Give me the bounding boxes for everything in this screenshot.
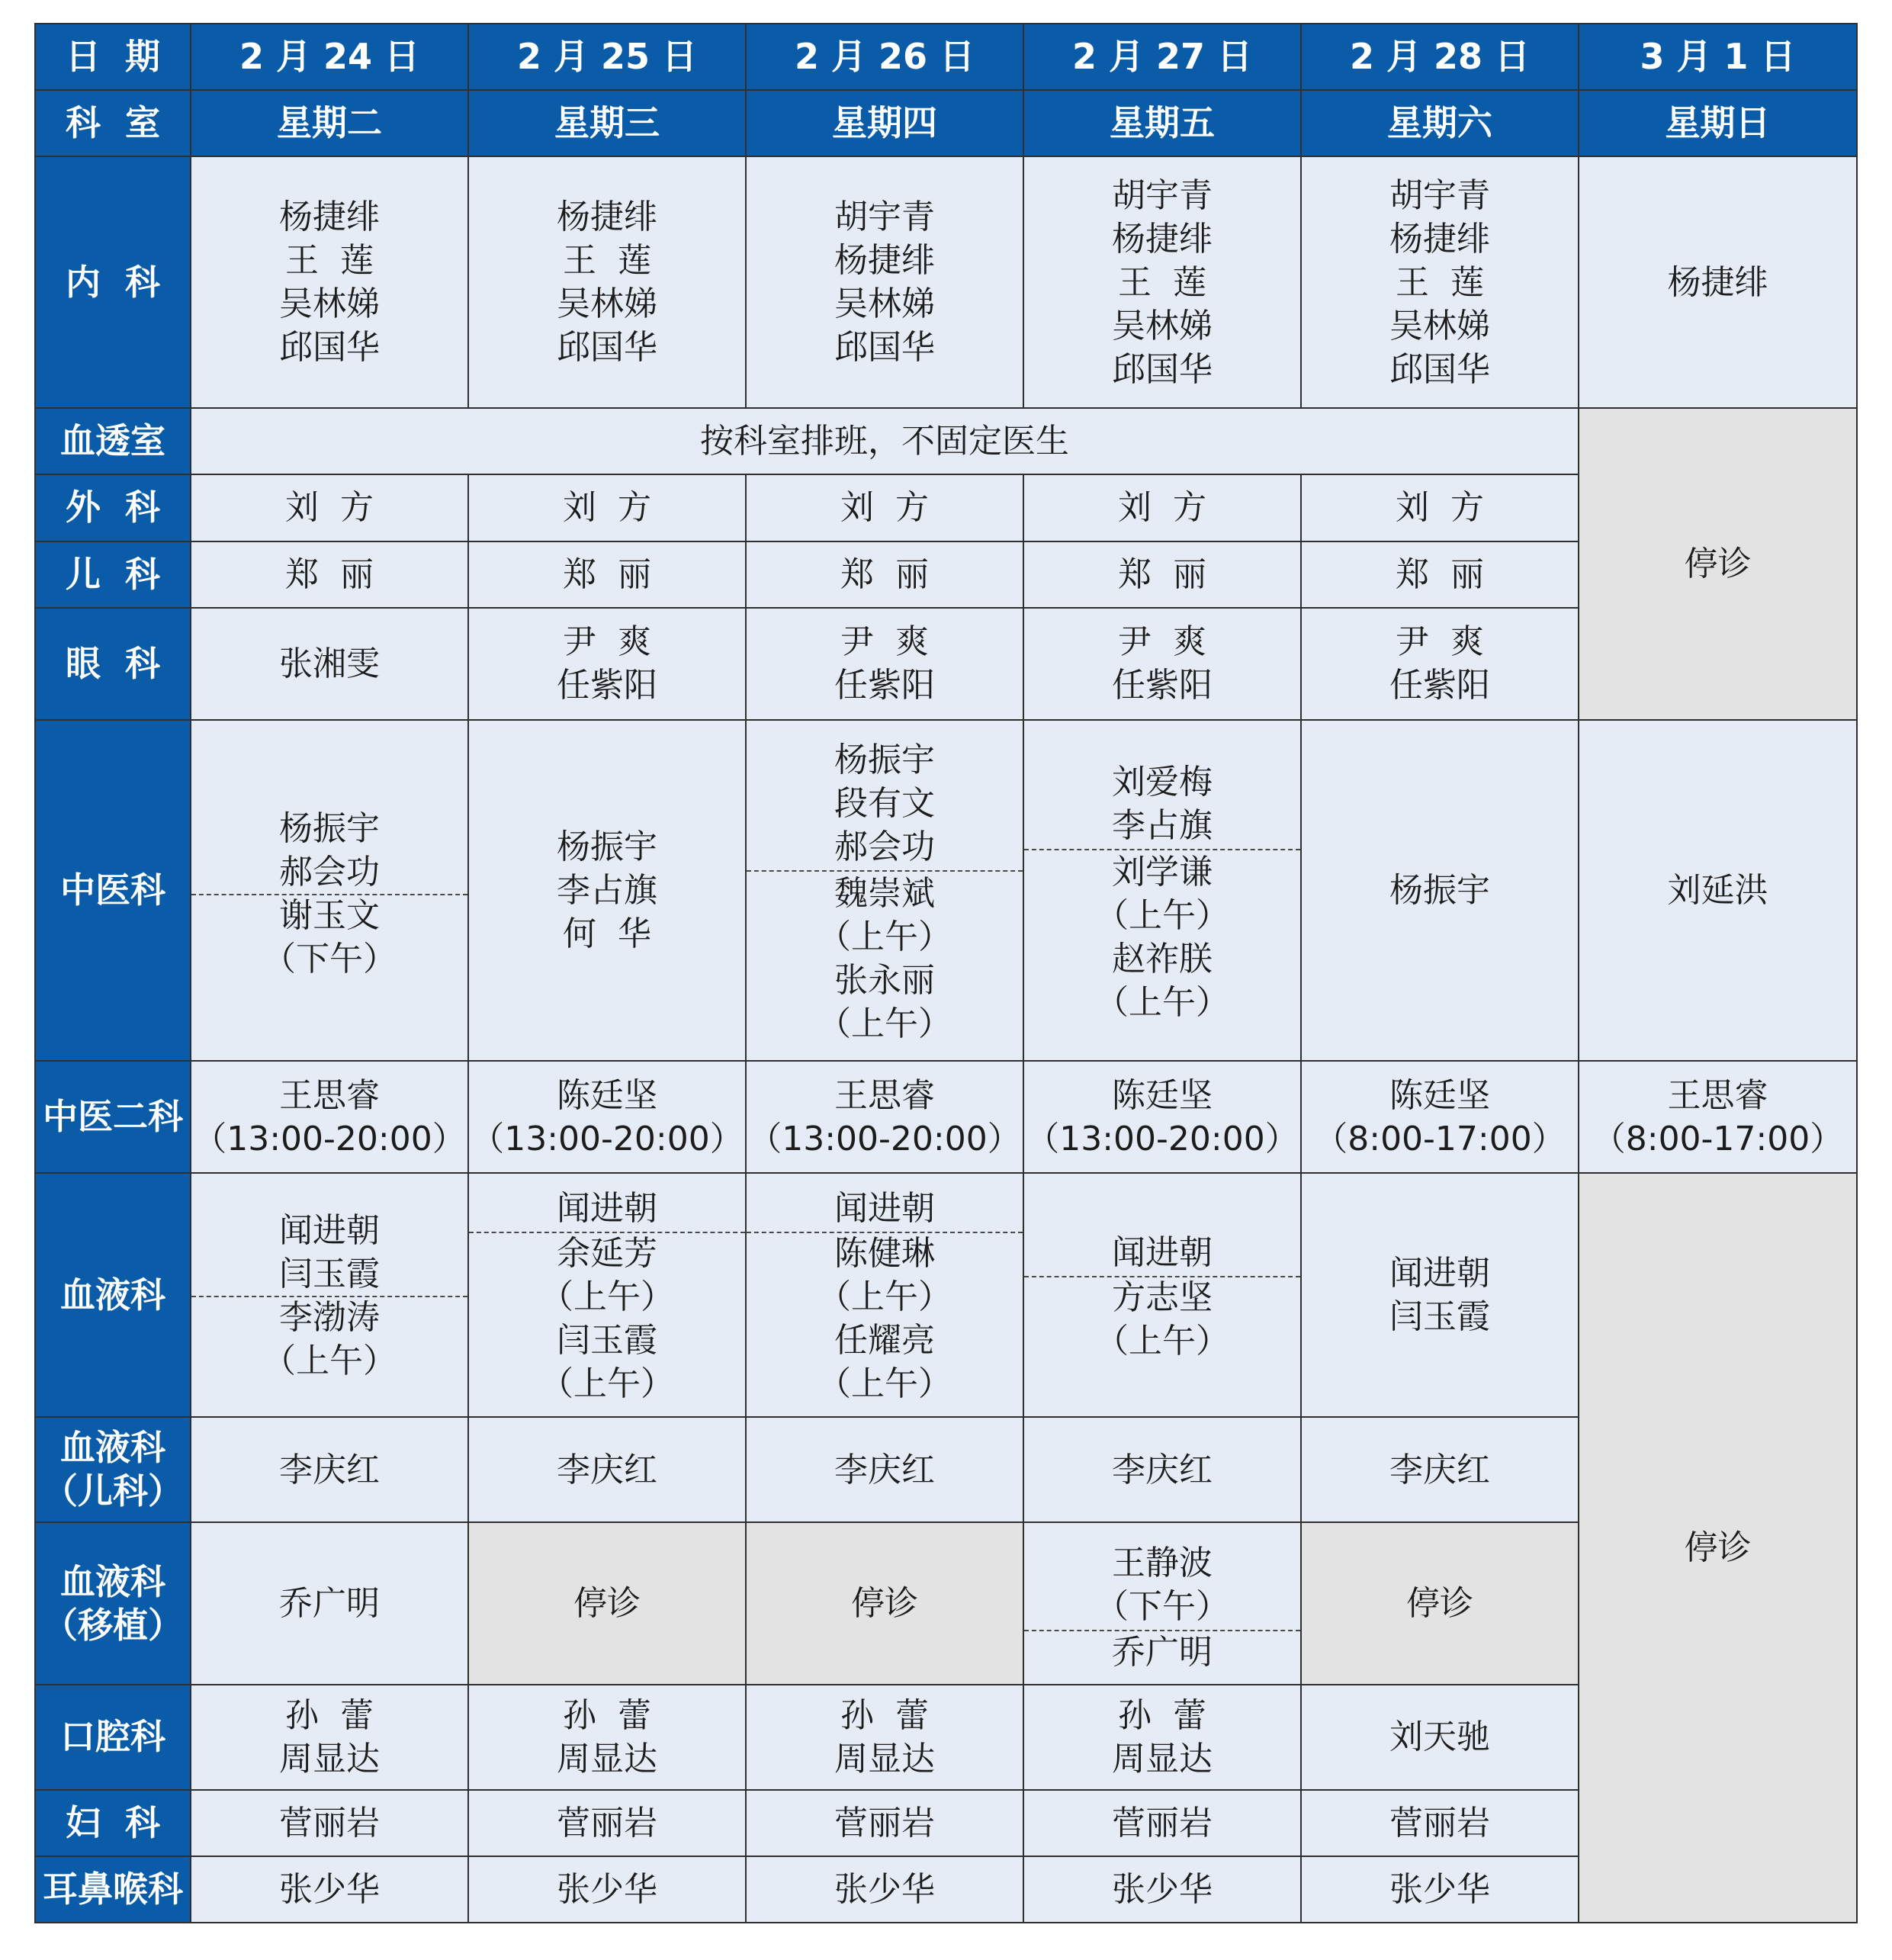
split-top [747, 1174, 1023, 1233]
cell-line: （移植） [43, 1604, 183, 1646]
schedule-cell: 张少华 [1023, 1856, 1301, 1923]
cell-line: （下午） [262, 940, 397, 979]
schedule-cell [1301, 608, 1579, 720]
date-header: 2 月 27 日 [1023, 24, 1301, 90]
cell-line: 邱国华 [557, 328, 657, 368]
cell-line: 吴林娣 [279, 284, 380, 324]
cell-line: 王 莲 [563, 241, 651, 281]
cell-line: 闫玉霞 [557, 1321, 657, 1361]
schedule-cell [1579, 156, 1857, 408]
weekday-header: 星期六 [1301, 90, 1579, 156]
schedule-cell: 刘 方 [1023, 474, 1301, 541]
cell-line: 任紫阳 [1389, 666, 1490, 705]
cell-line: 杨捷绯 [834, 241, 935, 281]
schedule-cell [191, 720, 468, 1061]
cell-line: 血液科 [60, 1560, 165, 1602]
cell-line: （13:00-20:00） [193, 1119, 466, 1158]
cell-line: 李占旗 [1112, 805, 1213, 845]
split-bottom [191, 891, 467, 1060]
split-top [469, 1174, 745, 1233]
dept-label: 眼 科 [35, 608, 191, 720]
schedule-cell [1023, 156, 1301, 408]
cell-line: 任耀亮 [834, 1321, 935, 1361]
schedule-cell: 菅丽岩 [746, 1790, 1023, 1856]
cell-line: 陈廷坚 [557, 1075, 657, 1115]
schedule-cell [1301, 156, 1579, 408]
schedule-cell [1579, 720, 1857, 1061]
schedule-cell: 菅丽岩 [468, 1790, 746, 1856]
cell-line: 尹 爽 [1396, 622, 1484, 662]
split-bottom [191, 1294, 467, 1416]
weekday-header: 星期三 [468, 90, 746, 156]
cell-line: （上午） [540, 1277, 674, 1317]
cell-line: 周显达 [557, 1739, 657, 1778]
weekday-header: 星期四 [746, 90, 1023, 156]
split-bottom [1024, 1273, 1300, 1416]
cell-line: 张湘雯 [279, 644, 380, 683]
cell-line: 杨捷绯 [279, 198, 380, 237]
row-zhongyi [35, 720, 1857, 1061]
closed-cell: 停诊 [1301, 1522, 1579, 1684]
closed-cell: 停诊 [468, 1522, 746, 1684]
cell-line: 杨振宇 [557, 827, 657, 866]
schedule-cell: 郑 丽 [746, 541, 1023, 608]
cell-line: （上午） [1095, 896, 1229, 936]
dept-label: 内 科 [35, 156, 191, 408]
schedule-cell [746, 1685, 1023, 1790]
split-bottom [1024, 1629, 1300, 1684]
date-row [35, 24, 1857, 90]
schedule-cell: 李庆红 [1301, 1417, 1579, 1522]
split-cell [469, 1174, 745, 1416]
schedule-cell [746, 156, 1023, 408]
row-neike [35, 156, 1857, 408]
split-cell [1024, 721, 1300, 1060]
cell-line: 杨捷绯 [1112, 219, 1213, 259]
cell-line: 郝会功 [834, 827, 935, 866]
schedule-cell [191, 1522, 468, 1684]
cell-line: 刘爱梅 [1112, 762, 1213, 802]
schedule-cell [746, 1061, 1023, 1173]
cell-line: 李渤涛 [279, 1298, 380, 1338]
cell-line: 王思睿 [1667, 1075, 1768, 1115]
schedule-cell: 刘 方 [1301, 474, 1579, 541]
schedule-cell [746, 720, 1023, 1061]
cell-line: 尹 爽 [1118, 622, 1206, 662]
cell-line: 邱国华 [834, 328, 935, 368]
schedule-cell [468, 1173, 746, 1417]
cell-line: 陈廷坚 [1389, 1075, 1490, 1115]
split-bottom [747, 1229, 1023, 1416]
schedule-cell: 刘 方 [468, 474, 746, 541]
schedule-cell: 菅丽岩 [1301, 1790, 1579, 1856]
cell-line: 邱国华 [1389, 349, 1490, 389]
schedule-cell [1023, 1061, 1301, 1173]
split-top [191, 721, 467, 895]
xuetou-note: 按科室排班，不固定医生 [191, 408, 1579, 474]
schedule-cell [1023, 1173, 1301, 1417]
split-cell [191, 1174, 467, 1416]
cell-line: 吴林娣 [1112, 306, 1213, 345]
cell-line: 王 莲 [285, 241, 374, 281]
cell-line: 段有文 [834, 783, 935, 823]
cell-line: 尹 爽 [840, 622, 929, 662]
cell-line: 王思睿 [279, 1075, 380, 1115]
cell-line: 尹 爽 [563, 622, 651, 662]
weekday-row [35, 90, 1857, 156]
cell-line: 周显达 [279, 1739, 380, 1778]
schedule-cell [1301, 720, 1579, 1061]
cell-line: 刘天驰 [1389, 1717, 1490, 1757]
cell-line: 方志坚 [1112, 1278, 1213, 1318]
cell-line: （下午） [1095, 1587, 1229, 1627]
cell-line: 邱国华 [1112, 349, 1213, 389]
cell-line: 乔广明 [1112, 1632, 1213, 1672]
cell-line: （上午） [1095, 1322, 1229, 1361]
split-top [191, 1174, 467, 1297]
cell-line: 杨振宇 [279, 808, 380, 848]
schedule-cell [1301, 1061, 1579, 1173]
cell-line: 王静波 [1112, 1544, 1213, 1583]
schedule-cell [746, 608, 1023, 720]
cell-line: 孙 蕾 [285, 1695, 374, 1735]
weekday-header: 星期日 [1579, 90, 1857, 156]
row-xueye [35, 1173, 1857, 1417]
cell-line: 赵祚朕 [1112, 940, 1213, 979]
schedule-cell: 李庆红 [746, 1417, 1023, 1522]
schedule-cell [468, 608, 746, 720]
schedule-cell: 李庆红 [191, 1417, 468, 1522]
schedule-cell [468, 1061, 746, 1173]
dept-label: 外 科 [35, 474, 191, 541]
cell-line: （上午） [818, 1004, 952, 1044]
cell-line: 闫玉霞 [1389, 1297, 1490, 1337]
dept-label [35, 1522, 191, 1684]
cell-line: （上午） [818, 1277, 952, 1317]
dept-header-label: 科 室 [35, 90, 191, 156]
cell-line: 王 莲 [1118, 262, 1206, 302]
schedule-cell [1023, 608, 1301, 720]
cell-line: 任紫阳 [557, 666, 657, 705]
cell-line: 余延芳 [557, 1234, 657, 1274]
schedule-cell: 张少华 [191, 1856, 468, 1923]
schedule-cell: 刘 方 [746, 474, 1023, 541]
schedule-cell: 郑 丽 [468, 541, 746, 608]
cell-line: 何 华 [563, 914, 651, 953]
cell-line: （8:00-17:00） [1314, 1119, 1566, 1158]
cell-line: 周显达 [834, 1739, 935, 1778]
schedule-cell [746, 1173, 1023, 1417]
cell-line: （8:00-17:00） [1592, 1119, 1844, 1158]
schedule-cell [191, 156, 468, 408]
date-header: 2 月 25 日 [468, 24, 746, 90]
closed-cell: 停诊 [1579, 408, 1857, 719]
schedule-cell: 李庆红 [468, 1417, 746, 1522]
schedule-cell [191, 608, 468, 720]
cell-line: 血液科 [60, 1427, 165, 1469]
cell-line: （上午） [262, 1341, 397, 1381]
cell-line: 闻进朝 [1389, 1254, 1490, 1293]
schedule-cell [1301, 1685, 1579, 1790]
dept-label: 口腔科 [35, 1685, 191, 1790]
dept-label: 血液科 [35, 1173, 191, 1417]
cell-line: 孙 蕾 [840, 1695, 929, 1735]
schedule-cell: 郑 丽 [191, 541, 468, 608]
cell-line: 陈健琳 [834, 1234, 935, 1274]
cell-line: 闻进朝 [279, 1211, 380, 1251]
split-bottom [1024, 847, 1300, 1060]
row-zhongyi2 [35, 1061, 1857, 1173]
cell-line: 胡宇青 [1112, 175, 1213, 215]
split-cell [747, 721, 1023, 1060]
cell-line: 陈廷坚 [1112, 1075, 1213, 1115]
split-top [1024, 1174, 1300, 1277]
split-bottom [747, 869, 1023, 1060]
dept-label: 血透室 [35, 408, 191, 474]
cell-line: 闻进朝 [834, 1189, 935, 1229]
schedule-cell [191, 1685, 468, 1790]
schedule-cell: 郑 丽 [1023, 541, 1301, 608]
date-header: 2 月 24 日 [191, 24, 468, 90]
date-header-label: 日 期 [35, 24, 191, 90]
dept-label: 中医二科 [35, 1061, 191, 1173]
cell-line: （上午） [540, 1364, 674, 1404]
cell-line: 王思睿 [834, 1075, 935, 1115]
weekday-header: 星期五 [1023, 90, 1301, 156]
cell-line: 杨捷绯 [557, 198, 657, 237]
cell-line: （上午） [1095, 983, 1229, 1023]
cell-line: 闻进朝 [557, 1189, 657, 1229]
cell-line: 胡宇青 [1389, 175, 1490, 215]
cell-line: 邱国华 [279, 328, 380, 368]
cell-line: 刘学谦 [1112, 853, 1213, 892]
dept-label: 中医科 [35, 720, 191, 1061]
cell-line: 魏崇斌 [834, 874, 935, 914]
cell-line: 吴林娣 [557, 284, 657, 324]
dept-label: 儿 科 [35, 541, 191, 608]
cell-line: 孙 蕾 [1118, 1695, 1206, 1735]
split-cell [1024, 1523, 1300, 1683]
cell-line: （上午） [818, 917, 952, 957]
split-cell [747, 1174, 1023, 1416]
schedule-cell: 菅丽岩 [1023, 1790, 1301, 1856]
schedule-cell [1023, 1685, 1301, 1790]
dept-label: 妇 科 [35, 1790, 191, 1856]
cell-line: 杨振宇 [1389, 870, 1490, 910]
schedule-cell [468, 1685, 746, 1790]
schedule-cell: 菅丽岩 [191, 1790, 468, 1856]
cell-line: 闻进朝 [1112, 1233, 1213, 1273]
date-header: 3 月 1 日 [1579, 24, 1857, 90]
cell-line: （儿科） [43, 1470, 183, 1512]
cell-line: 刘延洪 [1667, 870, 1768, 910]
schedule-cell: 郑 丽 [1301, 541, 1579, 608]
cell-line: 乔广明 [279, 1584, 380, 1624]
cell-line: 吴林娣 [1389, 306, 1490, 345]
schedule-cell [1579, 1061, 1857, 1173]
cell-line: 孙 蕾 [563, 1695, 651, 1735]
schedule-cell [191, 1173, 468, 1417]
cell-line: 杨振宇 [834, 740, 935, 779]
closed-cell: 停诊 [1579, 1173, 1857, 1923]
weekday-header: 星期二 [191, 90, 468, 156]
schedule-cell: 刘 方 [191, 474, 468, 541]
split-top [747, 721, 1023, 872]
schedule-cell: 张少华 [1301, 1856, 1579, 1923]
split-bottom [469, 1229, 745, 1416]
cell-line: 王 莲 [1396, 262, 1484, 302]
schedule-cell [468, 720, 746, 1061]
schedule-cell [1023, 720, 1301, 1061]
schedule-cell: 张少华 [746, 1856, 1023, 1923]
cell-line: 周显达 [1112, 1739, 1213, 1778]
split-cell [191, 721, 467, 1060]
schedule-cell [191, 1061, 468, 1173]
cell-line: （13:00-20:00） [1026, 1119, 1299, 1158]
cell-line: 闫玉霞 [279, 1255, 380, 1294]
schedule-cell: 李庆红 [1023, 1417, 1301, 1522]
cell-line: 胡宇青 [834, 198, 935, 237]
split-top [1024, 1523, 1300, 1631]
cell-line: 李占旗 [557, 870, 657, 910]
cell-line: 任紫阳 [834, 666, 935, 705]
cell-line: （上午） [818, 1364, 952, 1404]
schedule-cell [468, 156, 746, 408]
cell-line: 杨捷绯 [1389, 219, 1490, 259]
row-xuetou [35, 408, 1857, 474]
schedule-cell [1023, 1522, 1301, 1684]
cell-line: 谢玉文 [279, 896, 380, 936]
cell-line: 郝会功 [279, 852, 380, 892]
cell-line: 张永丽 [834, 961, 935, 1001]
split-cell [1024, 1174, 1300, 1416]
schedule-cell: 张少华 [468, 1856, 746, 1923]
cell-line: （13:00-20:00） [748, 1119, 1021, 1158]
cell-line: 任紫阳 [1112, 666, 1213, 705]
dept-label [35, 1417, 191, 1522]
date-header: 2 月 26 日 [746, 24, 1023, 90]
date-header: 2 月 28 日 [1301, 24, 1579, 90]
duty-schedule-table [34, 23, 1858, 1923]
cell-line: 杨捷绯 [1667, 262, 1768, 302]
schedule-cell [1301, 1173, 1579, 1417]
cell-line: （13:00-20:00） [471, 1119, 744, 1158]
dept-label: 耳鼻喉科 [35, 1856, 191, 1923]
split-top [1024, 721, 1300, 850]
cell-line: 吴林娣 [834, 284, 935, 324]
closed-cell: 停诊 [746, 1522, 1023, 1684]
